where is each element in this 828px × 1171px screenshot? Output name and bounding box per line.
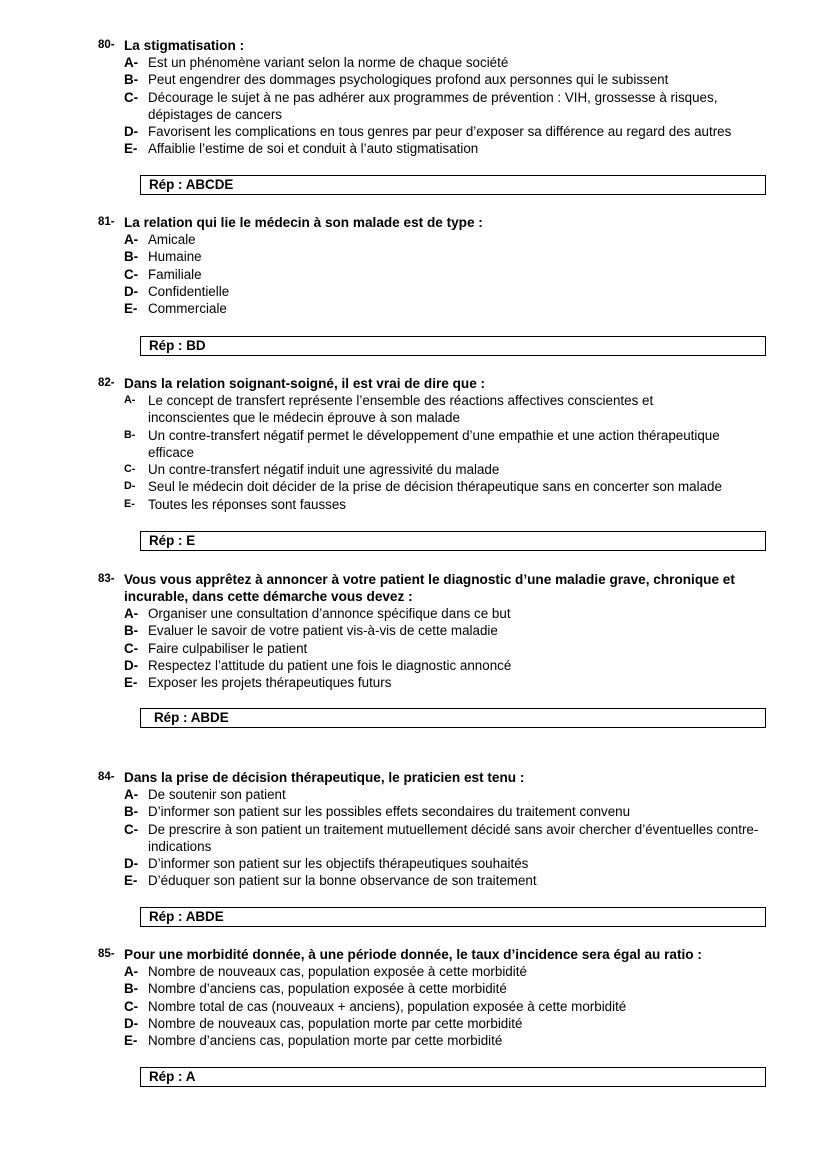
option-d — [0, 657, 828, 674]
option-text: Nombre d’anciens cas, population exposée à cette morbidité — [148, 981, 507, 997]
answer-box — [140, 1067, 766, 1087]
option-letter: B- — [124, 428, 136, 441]
option-c — [0, 461, 828, 478]
option-text: Toutes les réponses sont fausses — [148, 496, 346, 512]
option-a — [0, 392, 828, 427]
option-letter: B- — [124, 249, 139, 265]
option-d — [0, 283, 828, 300]
question-84 — [0, 769, 828, 890]
question-number: 81- — [98, 216, 115, 228]
question-title: Pour une morbidité donnée, à une période donnée, le taux d’incidence sera égal au ratio : — [124, 947, 702, 962]
option-text: Nombre de nouveaux cas, population exposée à cette morbidité — [148, 964, 527, 979]
option-a — [0, 605, 828, 622]
answer-text: Rép : BD — [149, 338, 206, 353]
option-letter: D- — [124, 856, 139, 872]
option-text: D’informer son patient sur les objectifs thérapeutiques souhaités — [148, 856, 529, 872]
option-letter: A- — [124, 964, 139, 979]
answer-box — [140, 175, 766, 195]
option-c — [0, 640, 828, 657]
option-text: D’éduquer son patient sur la bonne observance de son traitement — [148, 873, 537, 889]
option-letter: A- — [124, 394, 136, 406]
option-text: Favorisent les complications en tous genres par peur d’exposer sa différence au regard des autres — [148, 124, 732, 140]
question-85 — [0, 946, 828, 1049]
option-c — [0, 266, 828, 283]
option-text: D’informer son patient sur les possibles effets secondaires du traitement convenu — [148, 804, 631, 820]
option-e — [0, 300, 828, 317]
option-d — [0, 478, 828, 495]
option-text: Commerciale — [148, 301, 227, 317]
question-title: Dans la prise de décision thérapeutique, le praticien est tenu : — [124, 770, 525, 785]
option-text: Evaluer le savoir de votre patient vis-à-vis de cette maladie — [148, 623, 498, 639]
option-e — [0, 872, 828, 889]
option-letter: C- — [124, 463, 136, 476]
option-a — [0, 963, 828, 980]
option-text: Familiale — [148, 266, 202, 282]
option-c — [0, 998, 828, 1015]
option-letter: E- — [124, 675, 138, 691]
question-number: 84- — [98, 771, 115, 783]
option-text: Humaine — [148, 249, 202, 265]
question-80 — [0, 37, 828, 158]
option-a — [0, 231, 828, 248]
option-letter: D- — [124, 1015, 139, 1031]
answer-text: Rép : ABDE — [149, 909, 224, 924]
option-text: Est un phénomène variant selon la norme de chaque société — [148, 55, 509, 70]
option-text: Nombre de nouveaux cas, population morte par cette morbidité — [148, 1015, 523, 1031]
option-text: Un contre-transfert négatif permet le développement d’une empathie et une action thérapeutique efficace — [148, 427, 720, 460]
answer-text: Rép : ABDE — [154, 710, 229, 725]
option-b — [0, 427, 828, 462]
answer-box — [140, 336, 766, 356]
option-letter: D- — [124, 283, 139, 299]
option-text: Affaiblie l’estime de soi et conduit à l’auto stigmatisation — [148, 141, 479, 157]
option-text: Respectez l’attitude du patient une fois le diagnostic annoncé — [148, 657, 512, 673]
option-a — [0, 786, 828, 803]
option-text: Organiser une consultation d’annonce spécifique dans ce but — [148, 606, 511, 621]
option-text: Seul le médecin doit décider de la prise de décision thérapeutique sans en concerter son malade — [148, 479, 722, 495]
option-text: Amicale — [148, 232, 196, 247]
question-title: Vous vous apprêtez à annoncer à votre patient le diagnostic d’une maladie grave, chronique et incurable, dans cette démarche vous devez : — [124, 572, 735, 604]
option-letter: B- — [124, 804, 139, 820]
question-81 — [0, 214, 828, 317]
question-83 — [0, 571, 828, 691]
answer-box — [140, 531, 766, 551]
option-text: De prescrire à son patient un traitement mutuellement décidé sans avoir chercher d’éventuelles contre-indications — [148, 821, 759, 854]
option-letter: E- — [124, 141, 138, 157]
option-letter: D- — [124, 657, 139, 673]
option-text: Décourage le sujet à ne pas adhérer aux programmes de prévention : VIH, grossesse à risques, dépistages de cancers — [148, 89, 718, 122]
option-text: Confidentielle — [148, 283, 230, 299]
option-letter: B- — [124, 72, 139, 88]
option-c — [0, 89, 828, 124]
question-number: 80- — [98, 39, 115, 51]
option-letter: A- — [124, 232, 139, 247]
option-letter: A- — [124, 787, 139, 802]
option-letter: B- — [124, 623, 139, 639]
question-title: La relation qui lie le médecin à son malade est de type : — [124, 215, 483, 230]
option-text: Nombre d’anciens cas, population morte par cette morbidité — [148, 1033, 503, 1049]
option-b — [0, 248, 828, 265]
option-e — [0, 674, 828, 691]
option-e — [0, 1032, 828, 1049]
option-d — [0, 1015, 828, 1032]
answer-text: Rép : E — [149, 533, 196, 548]
question-number: 83- — [98, 573, 115, 585]
option-b — [0, 622, 828, 639]
option-letter: E- — [124, 301, 138, 317]
option-letter: C- — [124, 821, 139, 837]
option-b — [0, 803, 828, 820]
option-letter: C- — [124, 998, 139, 1014]
question-82 — [0, 375, 828, 513]
question-title: Dans la relation soignant-soigné, il est vrai de dire que : — [124, 376, 486, 391]
option-text: Peut engendrer des dommages psychologiques profond aux personnes qui le subissent — [148, 72, 669, 88]
option-text: Faire culpabiliser le patient — [148, 640, 308, 656]
answer-text: Rép : A — [149, 1069, 196, 1084]
option-text: De soutenir son patient — [148, 787, 286, 802]
option-text: Le concept de transfert représente l’ensemble des réactions affectives conscientes et inconscientes que le médecin éprouve à son malade — [148, 393, 654, 426]
option-letter: C- — [124, 89, 139, 105]
option-text: Nombre total de cas (nouveaux + anciens), population exposée à cette morbidité — [148, 998, 627, 1014]
option-d — [0, 123, 828, 140]
option-letter: A- — [124, 606, 139, 621]
option-b — [0, 980, 828, 997]
option-d — [0, 855, 828, 872]
option-text: Exposer les projets thérapeutiques futurs — [148, 675, 392, 691]
question-title: La stigmatisation : — [124, 38, 245, 53]
option-letter: C- — [124, 640, 139, 656]
option-letter: D- — [124, 124, 139, 140]
question-number: 82- — [98, 377, 115, 389]
option-letter: A- — [124, 55, 139, 70]
question-number: 85- — [98, 948, 115, 960]
option-letter: E- — [124, 1033, 138, 1049]
answer-box — [140, 907, 766, 927]
option-a — [0, 54, 828, 71]
option-letter: E- — [124, 497, 135, 510]
option-b — [0, 71, 828, 88]
option-e — [0, 496, 828, 513]
option-e — [0, 140, 828, 157]
option-letter: D- — [124, 480, 136, 493]
option-letter: C- — [124, 266, 139, 282]
answer-box — [140, 708, 766, 728]
option-c — [0, 821, 828, 856]
option-letter: E- — [124, 873, 138, 889]
answer-text: Rép : ABCDE — [149, 177, 234, 192]
option-letter: B- — [124, 981, 139, 997]
option-text: Un contre-transfert négatif induit une agressivité du malade — [148, 462, 500, 478]
